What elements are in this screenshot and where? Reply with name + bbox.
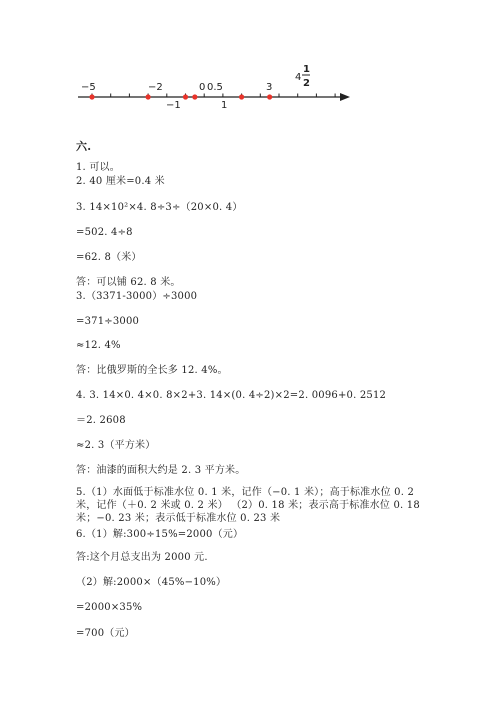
answer-line-9: ≈12. 4% [76,340,121,351]
answer-line-3: 3. 14×10²×4. 8÷3÷（20×0. 4） [76,202,243,213]
answer-line-14: 答：油漆的面积大约是 2. 3 平方米。 [76,465,246,476]
number-line-point [192,94,197,99]
label-one: 1 [221,100,228,111]
label-neg1: −1 [166,100,181,111]
number-line-point [89,94,94,99]
answer-line-2: 2. 40 厘米=0.4 米 [76,176,165,187]
number-line-point [146,94,151,99]
answer-line-8: =371÷3000 [76,316,140,327]
answer-line-18: （2）解:2000×（45%−10%） [76,577,227,588]
number-line-point [267,94,272,99]
mixed-fraction-numerator: 1 [303,64,310,75]
answer-line-7: 3.（3371-3000）÷3000 [76,291,198,302]
answer-line-13: ≈2. 3（平方米） [76,440,156,451]
section-heading: 六. [76,140,92,153]
label-half: 0.5 [207,82,223,93]
label-three: 3 [266,82,273,93]
label-zero: 0 [199,82,206,93]
mixed-fraction-denominator: 2 [303,78,310,89]
label-neg2: −2 [148,82,163,93]
number-line-point [239,94,244,99]
answer-line-11: 4. 3. 14×0. 4×0. 8×2+3. 14×(0. 4÷2)×2=2. 0096+0. 2512 [76,390,387,401]
mixed-fraction-whole: 4 [295,72,302,83]
number-line-arrowhead [340,93,350,101]
answer-line-10: 答：比俄罗斯的全长多 12. 4%。 [76,365,228,376]
number-line-figure [0,0,500,125]
number-line-point [183,94,188,99]
answer-line-19: =2000×35% [76,602,143,613]
answer-line-1: 1. 可以。 [76,162,120,173]
answer-line-12: ＝2. 2608 [76,415,126,426]
answer-line-17: 答:这个月总支出为 2000 元. [76,552,208,563]
answer-line-20: =700（元） [76,628,135,639]
label-neg5: −5 [81,82,96,93]
answer-line-16: 6.（1）解:300÷15%=2000（元） [76,529,244,540]
answer-line-6: 答：可以铺 62. 8 米。 [76,277,181,288]
answer-line-4: =502. 4÷8 [76,227,133,238]
answer-line-15: 5.（1）水面低于标准水位 0. 1 米，记作（−0. 1 米）；高于标准水位 0. 2 米，记作（＋0. 2 米或 0. 2 米） （2）0. 18 米；表示高于标准水位 0. 18 米；−0. 23 米；表示低于标准水位 0. 23 米 [76,487,420,524]
answer-line-5: =62. 8（米） [76,252,142,263]
